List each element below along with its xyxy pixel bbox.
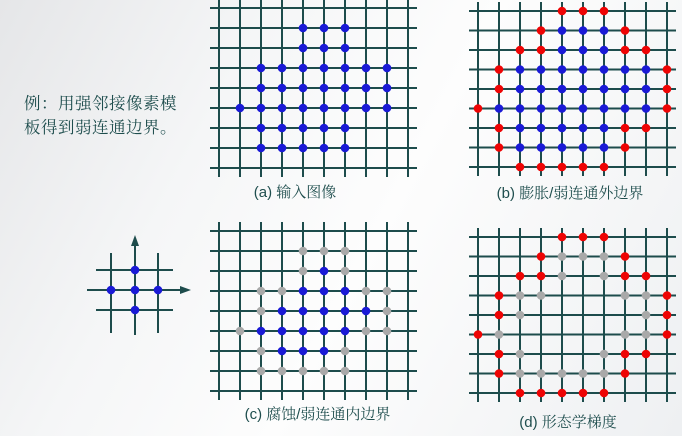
neighborhood-template-diagram [86, 230, 194, 340]
caption-erosion-inner-boundary: (c) 腐蚀/弱连通内边界 [244, 406, 391, 423]
grid-erosion-inner-boundary [210, 222, 417, 400]
caption-morphological-gradient: (d) 形态学梯度 [519, 414, 617, 431]
note-line-1: 例：用强邻接像素模 [24, 95, 177, 113]
note-line-2: 板得到弱连通边界。 [24, 119, 177, 137]
grid-dilation-outer-boundary [469, 2, 676, 176]
grid-morphological-gradient [469, 228, 676, 402]
note-text [24, 92, 204, 140]
grid-input-image [210, 0, 417, 177]
caption-input-image: (a) 输入图像 [253, 184, 337, 201]
caption-dilation-outer-boundary: (b) 膨胀/弱连通外边界 [496, 185, 644, 202]
